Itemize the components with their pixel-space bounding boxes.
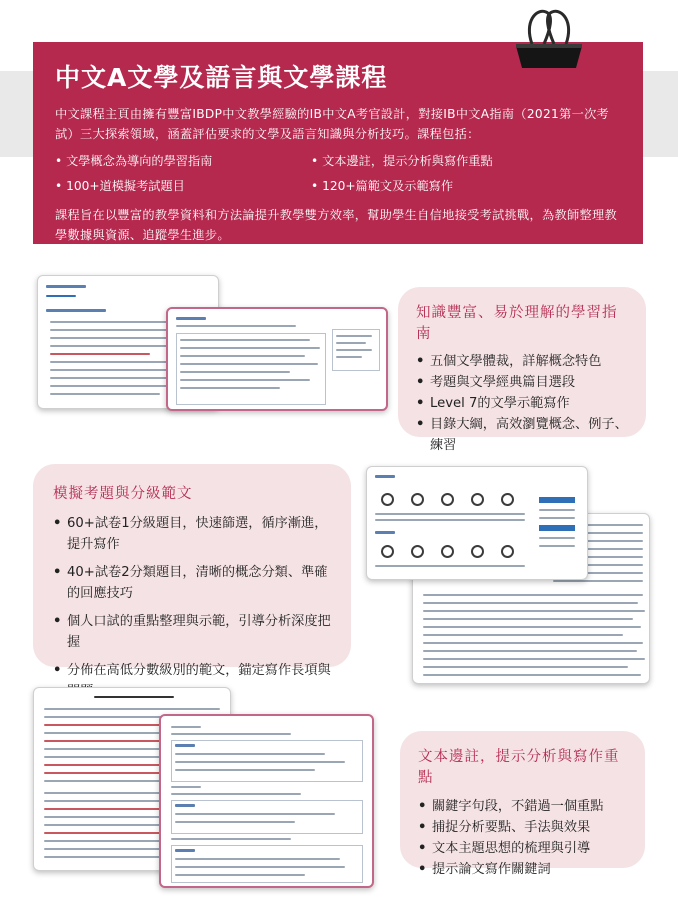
card-heading: 模擬考題與分級範文	[53, 486, 193, 502]
list-item: • 40+試卷2分類題目，清晰的概念分類、準確的回應技巧	[53, 562, 331, 604]
feature-item: • 100+道模擬考試題目	[55, 178, 311, 195]
list-item: • 文本主題思想的梳理與引導	[418, 838, 627, 859]
feature-item: • 文本邊註，提示分析與寫作重點	[311, 153, 621, 170]
intro-text: 中文課程主頁由擁有豐富IBDP中文教學經驗的IB中文A考官設計，對接IB中文A指南（2021第一次考試）三大探索領域，涵蓋評估要求的文學及語言知識與分析技巧。課程包括：	[55, 107, 610, 141]
list-item: • 五個文學體裁，詳解概念特色	[416, 351, 628, 372]
card-heading: 知識豐富、易於理解的學習指南	[416, 305, 618, 342]
list-item: • 考題與文學經典篇目選段	[416, 372, 628, 393]
list-item: • 分佈在高低分數級別的範文，錨定寫作長項與	[53, 660, 331, 702]
feature-item: • 120+篇範文及示範寫作	[311, 178, 621, 195]
list-item: • Level 7的文學示範寫作	[416, 393, 628, 414]
binder-clip-icon	[510, 6, 588, 72]
exam-grid-screenshot	[366, 466, 588, 580]
study-guide-card	[398, 287, 646, 453]
page-title: 中文A文學及語言與文學課程	[55, 63, 388, 92]
list-item: • 關鍵字句段，不錯過一個重點	[418, 796, 627, 817]
guide-screenshot-front	[166, 307, 388, 411]
list-item: • 目錄大綱，高效瀏覽概念、例子、練習	[416, 414, 628, 456]
list-item: • 捕捉分析要點、手法與效果	[418, 817, 627, 838]
feature-item: • 文學概念為導向的學習指南	[55, 153, 311, 170]
card-list	[418, 796, 627, 880]
list-item: • 個人口試的重點整理與示範，引導分析深度把握	[53, 611, 331, 653]
closing-text: 課程旨在以豐富的教學資料和方法論提升教學雙方效率，幫助學生自信地接受考試挑戰，為教師整理教學數據與資源、追蹤學生進步。	[55, 208, 617, 242]
card-list	[416, 351, 628, 456]
feature-list	[55, 153, 621, 195]
course-banner	[33, 42, 643, 244]
annotated-text-screenshot-front	[159, 714, 374, 888]
mock-exam-card	[33, 464, 351, 678]
card-list	[53, 513, 331, 702]
annotation-card	[400, 731, 645, 877]
card-heading: 文本邊註，提示分析與寫作重點	[418, 749, 620, 786]
list-item: • 提示論文寫作關鍵詞	[418, 859, 627, 880]
list-item: • 60+試卷1分級題目，快速篩選，循序漸進，提升寫作	[53, 513, 331, 555]
